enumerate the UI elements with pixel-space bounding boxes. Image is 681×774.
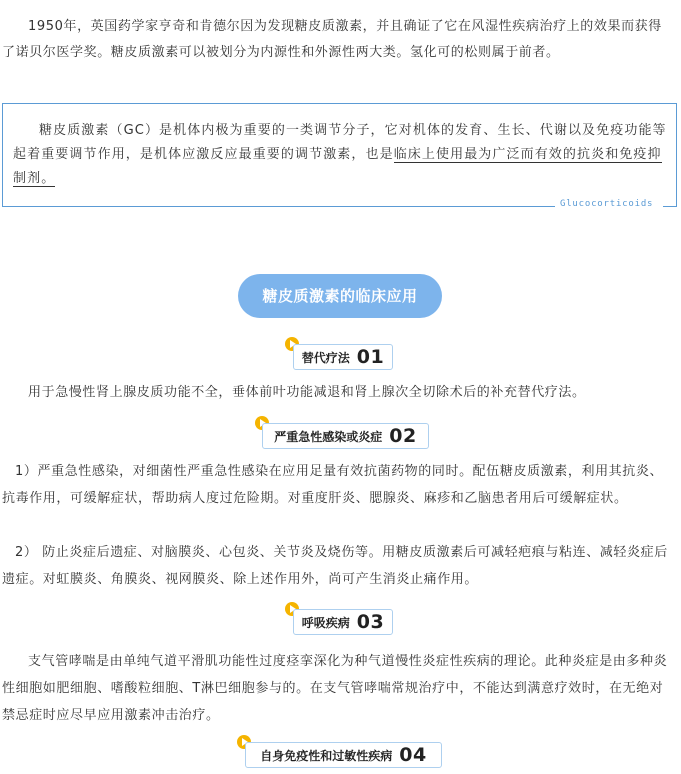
quote-tag: Glucocorticoids: [560, 199, 654, 209]
section-heading-01: [293, 344, 393, 370]
quote-border-bottom-right: [663, 206, 677, 207]
section-heading-04: [245, 742, 442, 768]
quote-text: [13, 119, 669, 191]
section-03-paragraph: 支气管哮喘是由单纯气道平滑肌功能性过度痉挛深化为种气道慢性炎症性疾病的理论。此种炎症是由多种炎性细胞如肥细胞、嗜酸粒细胞、T淋巴细胞参与的。在支气管哮喘常规治疗中，不能达到满意疗效时，在无绝对禁忌症时应尽早应用激素冲击治疗。: [2, 654, 668, 723]
section-heading-label: 严重急性感染或炎症: [274, 429, 383, 444]
section-heading-02: [262, 423, 429, 449]
section-heading-number: 02: [389, 425, 417, 447]
quote-border-bottom-left: [2, 206, 555, 207]
quote-text-plain: 糖皮质激素（GC）是机体内极为重要的一类调节分子，它对机体的发育、生长、代谢以及免疫功能等起着重要调节作用，是机体应激反应最重要的调节激素，也是: [13, 123, 667, 162]
section-heading-label: 自身免疫性和过敏性疾病: [260, 748, 393, 763]
section-heading-label: 呼吸疾病: [301, 615, 350, 630]
section-01-paragraph: 用于急慢性肾上腺皮质功能不全，垂体前叶功能减退和肾上腺次全切除术后的补充替代疗法。: [28, 385, 586, 400]
section-02-paragraph-1: 1）严重急性感染，对细菌性严重急性感染在应用足量有效抗菌药物的同时。配伍糖皮质激素，利用其抗炎、抗毒作用，可缓解症状，帮助病人度过危险期。对重度肝炎、腮腺炎、麻疹和乙脑患者用后可缓解症状。: [2, 464, 664, 506]
quote-box: [2, 103, 677, 207]
intro-paragraph: 1950年，英国药学家亨奇和肯德尔因为发现糖皮质激素，并且确证了它在风湿性疾病治疗上的效果而获得了诺贝尔医学奖。糖皮质激素可以被划分为内源性和外源性两大类。氢化可的松则属于前者。: [2, 19, 662, 60]
section-heading-number: 01: [356, 346, 385, 368]
section-02-paragraph-2: 2） 防止炎症后遗症、对脑膜炎、心包炎、关节炎及烧伤等。用糖皮质激素后可减轻疤痕与粘连、减轻炎症后遗症。对虹膜炎、角膜炎、视网膜炎、除上述作用外，尚可产生消炎止痛作用。: [2, 545, 668, 587]
section-heading-number: 04: [399, 744, 427, 766]
section-title: 糖皮质激素的临床应用: [238, 274, 442, 318]
section-heading-number: 03: [356, 611, 385, 633]
section-heading-03: [293, 609, 393, 635]
quote-text-underlined: 临床上使用最为广泛而有效的抗炎和免疫抑制剂。: [13, 147, 662, 186]
section-heading-label: 替代疗法: [301, 350, 350, 365]
